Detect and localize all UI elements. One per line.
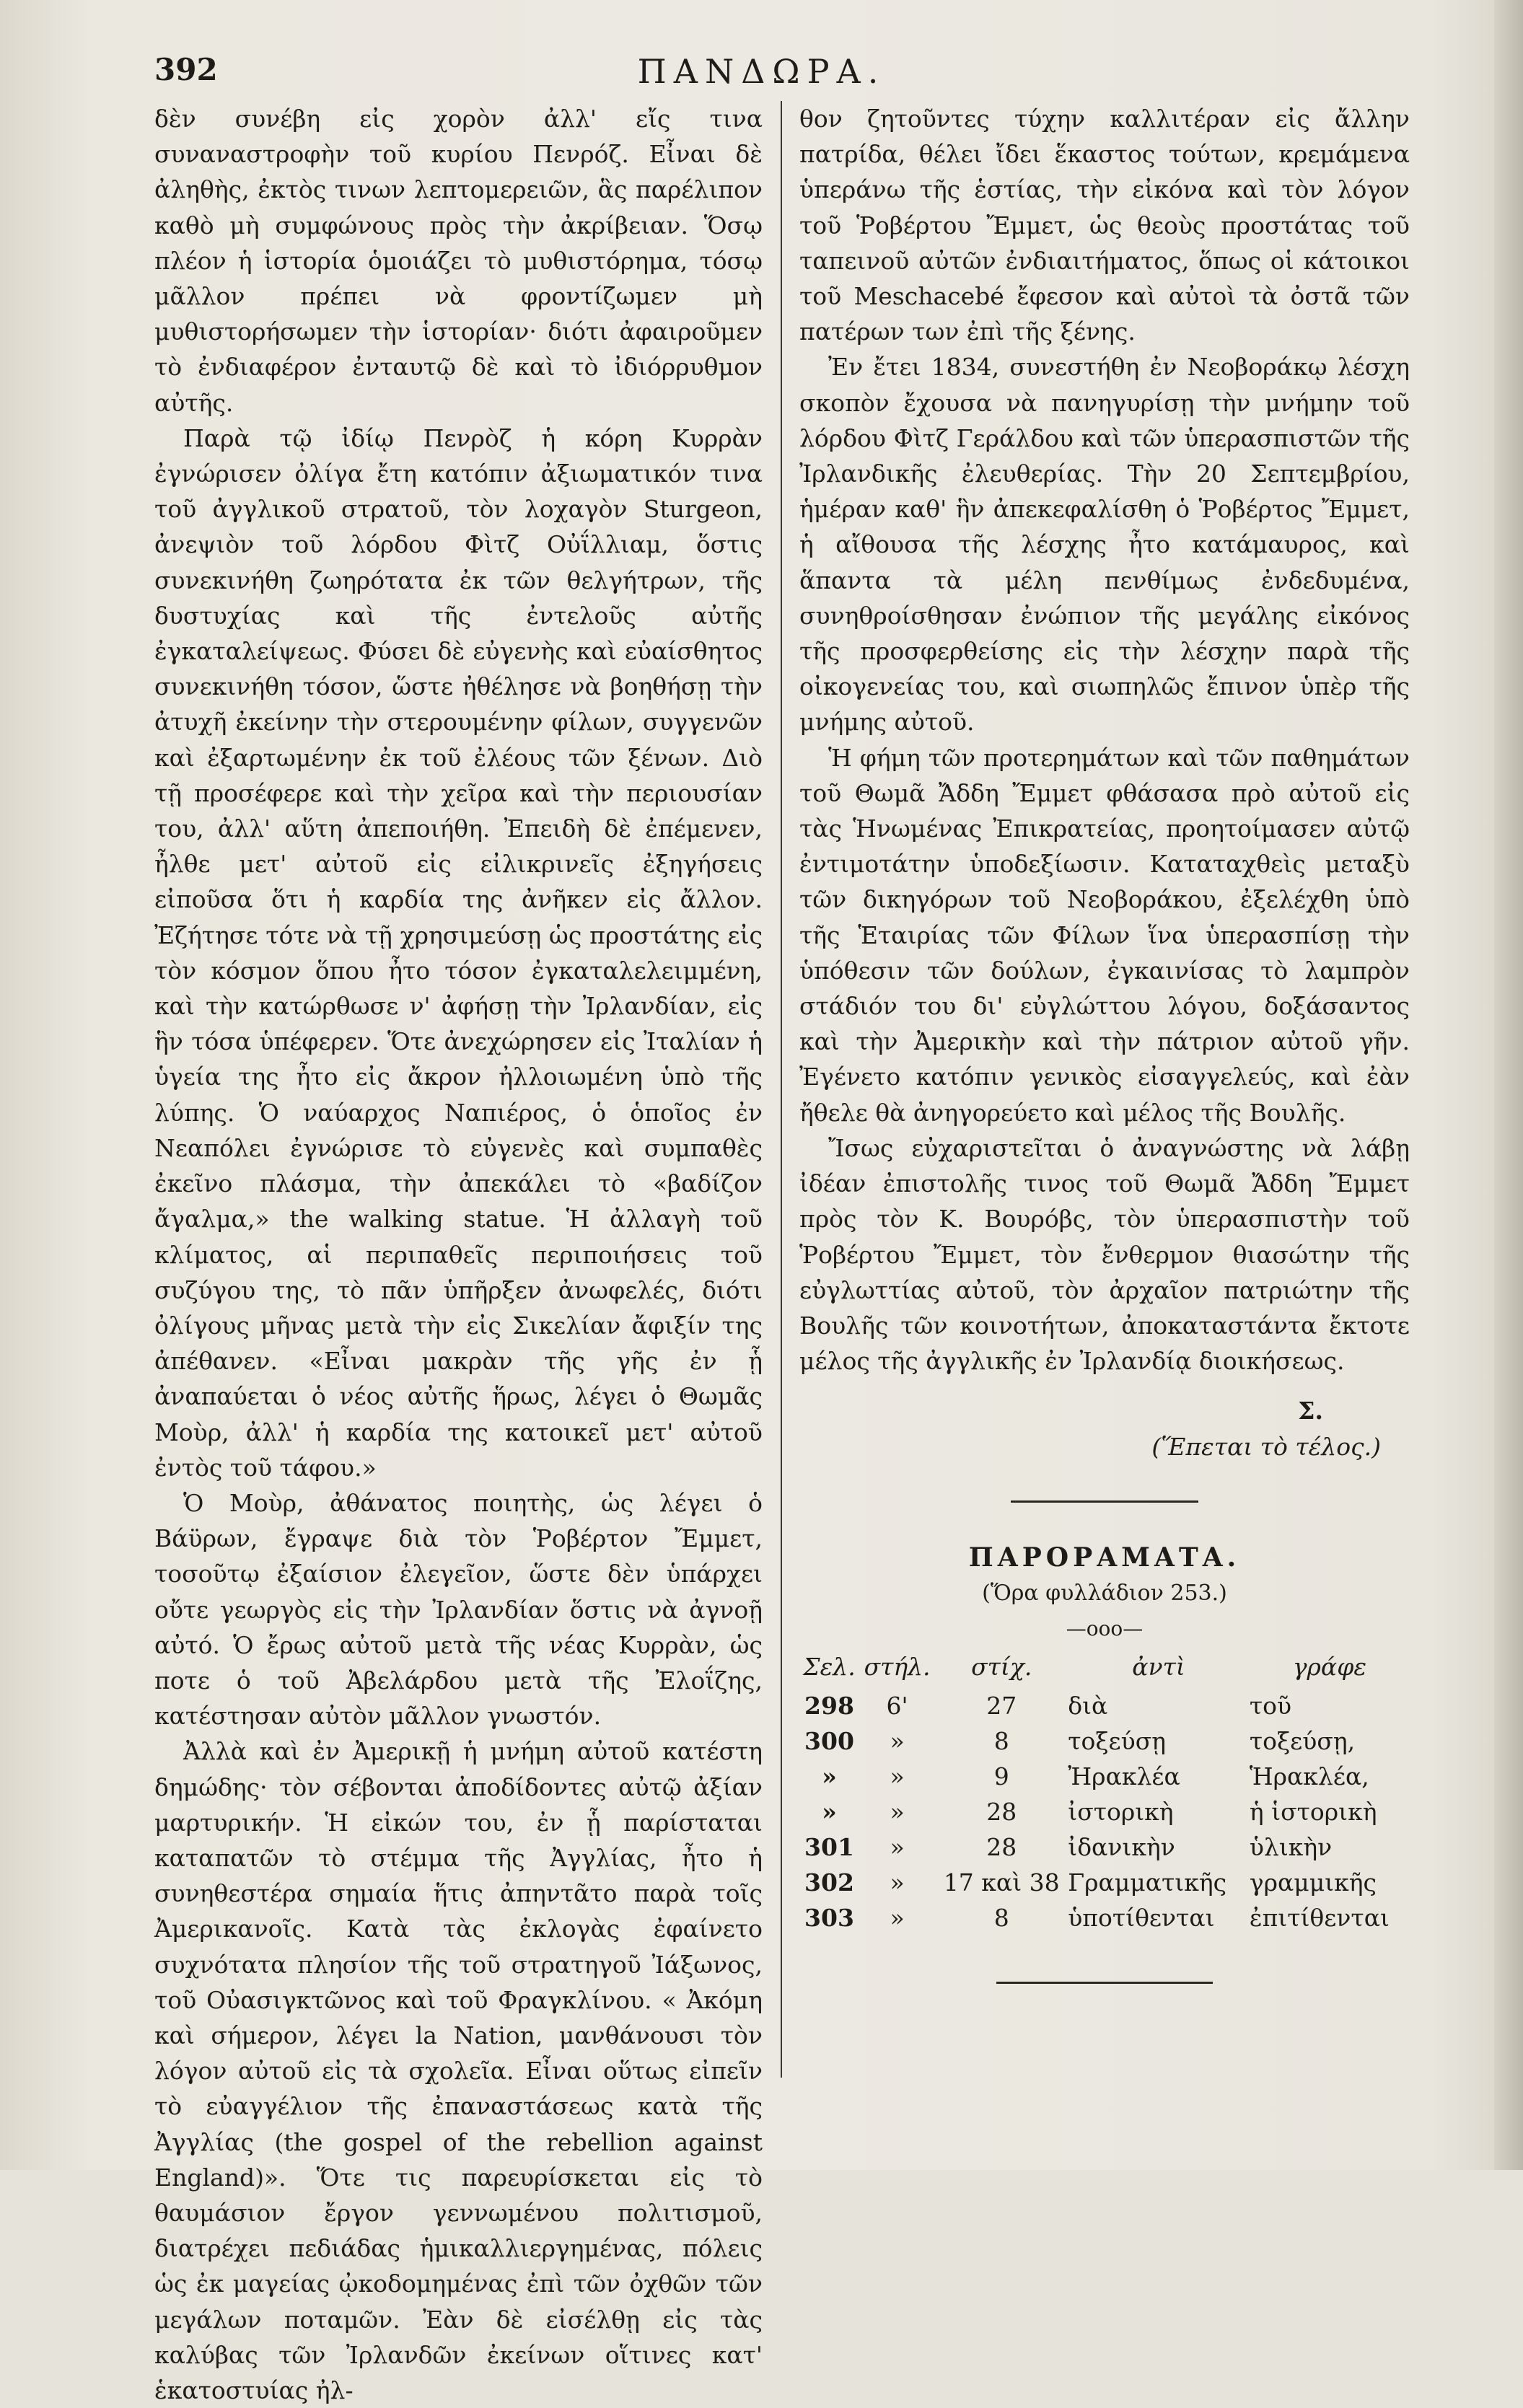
errata-wrong: ὑποτίθενται [1068, 1903, 1215, 1932]
paragraph: Παρὰ τῷ ἰδίῳ Πενρὸζ ἡ κόρη Κυρρὰν ἐγνώρισεν ὀλίγα ἔτη κατόπιν ἀξιωματικόν τινα τοῦ ἀγγλικοῦ στρατοῦ, τὸν λοχαγὸν Sturgeon, ἀνεψιὸν τοῦ λόρδου Φὶτζ Οὐΐλλιαμ, ὅστις συνεκινήθη ζωηρότατα ἐκ τῶν θελγήτρων, τῆς δυστυχίας καὶ τῆς ἐντελοῦς αὐτῆς ἐγκαταλείψεως. Φύσει δὲ εὐγενὴς καὶ εὐαίσθητος συνεκινήθη τόσον, ὥστε ἠθέλησε νὰ βοηθήσῃ τὴν ἀτυχῆ ἐκείνην τὴν στερουμένην φίλων, συγγενῶν καὶ ἐξαρτωμένην ἐκ τοῦ ἐλέους τῶν ξένων. Διὸ τῇ προσέφερε καὶ τὴν χεῖρα καὶ τὴν περιουσίαν του, ἀλλ' αὕτη ἀπεποιήθη. Ἐπειδὴ δὲ ἐπέμενεν, ἦλθε μετ' αὐτοῦ εἰς εἰλικρινεῖς ἐξηγήσεις εἰποῦσα ὅτι ἡ καρδία της ἀνῆκεν εἰς ἄλλον. Ἐζήτησε τότε νὰ τῇ χρησιμεύσῃ ὡς προστάτης εἰς τὸν κόσμον ὅπου ἦτο τόσον ἐγκαταλελειμμένη, καὶ τὴν κατώρθωσε ν' ἀφήσῃ τὴν Ἰρλανδίαν, εἰς ἣν τόσα ὑπέφερεν. Ὅτε ἀνεχώρησεν εἰς Ἰταλίαν ἡ ὑγεία της ἦτο εἰς ἄκρον ἠλλοιωμένη ὑπὸ τῆς λύπης. Ὁ ναύαρχος Ναπιέρος, ὁ ὁποῖος ἐν Νεαπόλει ἐγνώρισε τὸ εὐγενὲς καὶ συμπαθὲς ἐκεῖνο πλάσμα, τὴν ἀπεκάλει τὸ «βαδίζον ἄγαλμα,» the walking statue. Ἡ ἀλλαγὴ τοῦ κλίματος, αἱ περιπαθεῖς περιποιήσεις τοῦ συζύγου της, τὸ πᾶν ὑπῆρξεν ἀνωφελές, διότι ὀλίγους μῆνας μετὰ τὴν εἰς Σικελίαν ἄφιξίν της ἀπέθανεν. «Εἶναι μακρὰν τῆς γῆς ἐν ᾗ ἀναπαύεται ὁ νέος αὐτῆς ἥρως, λέγει ὁ Θωμᾶς Μοὺρ, ἀλλ' ἡ καρδία της κατοικεῖ μετ' αὐτοῦ ἐντὸς τοῦ τάφου.» [154, 423, 763, 1482]
errata-correct: τοῦ [1249, 1691, 1292, 1720]
continued-note: (Ἕπεται τὸ τέλος.) [1151, 1432, 1381, 1461]
errata-column: » [890, 1726, 905, 1755]
errata-note: (Ὅρα φυλλάδιον 253.) [982, 1580, 1227, 1606]
errata-header: γράφε [1292, 1653, 1367, 1682]
errata-line: 28 [986, 1832, 1017, 1861]
errata-line: 17 καὶ 38 [943, 1868, 1060, 1897]
errata-column: » [890, 1903, 905, 1932]
errata-row [799, 1723, 1410, 1759]
errata-correct: γραμμικῆς [1249, 1868, 1377, 1897]
errata-page: 298 [804, 1691, 854, 1720]
errata-correct: ἡ ἱστορικὴ [1249, 1797, 1377, 1826]
errata-page: 302 [804, 1868, 854, 1897]
errata-title: ΠΑΡΟΡΑΜΑΤΑ. [968, 1542, 1241, 1573]
paragraph: Ἡ φήμη τῶν προτερημάτων καὶ τῶν παθημάτων τοῦ Θωμᾶ Ἄδδη Ἔμμετ φθάσασα πρὸ αὐτοῦ εἰς τὰς Ἡνωμένας Ἐπικρατείας, προητοίμασεν αὐτῷ ἐντιμοτάτην ὑποδεξίωσιν. Καταταχθεὶς μεταξὺ τῶν δικηγόρων τοῦ Νεοβοράκου, ἐξελέχθη ὑπὸ τῆς Ἑταιρίας τῶν Φίλων ἵνα ὑπερασπίσῃ τὴν ὑπόθεσιν τῶν δούλων, ἐγκαινίσας τὸ λαμπρὸν στάδιόν του δι' εὐγλώττου λόγου, δοξάσαντος καὶ τὴν Ἀμερικὴν καὶ τὴν πάτριον αὐτοῦ γῆν. Ἐγένετο κατόπιν γενικὸς εἰσαγγελεύς, καὶ ἐὰν ἤθελε θὰ ἀνηγορεύετο καὶ μέλος τῆς Βουλῆς. [799, 743, 1410, 1127]
errata-page: » [822, 1797, 837, 1826]
paragraph: Ἐν ἔτει 1834, συνεστήθη ἐν Νεοβοράκῳ λέσχη σκοπὸν ἔχουσα νὰ πανηγυρίσῃ τὴν μνήμην τοῦ λόρδου Φὶτζ Γεράλδου καὶ τῶν ὑπερασπιστῶν τῆς Ἰρλανδικῆς ἐλευθερίας. Τὴν 20 Σεπτεμβρίου, ἡμέραν καθ' ἣν ἀπεκεφαλίσθη ὁ Ῥοβέρτος Ἔμμετ, ἡ αἴθουσα τῆς λέσχης ἦτο κατάμαυρος, καὶ ἅπαντα τὰ μέλη πενθίμως ἐνδεδυμένα, συνηθροίσθησαν ἐνώπιον τῆς μεγάλης εἰκόνος τῆς προσφερθείσης εἰς τὴν λέσχην παρὰ τῆς οἰκογενείας του, καὶ σιωπηλῶς ἔπινον ὑπὲρ τῆς μνήμης αὐτοῦ. [799, 353, 1410, 737]
author-signature: Σ. [1298, 1397, 1323, 1425]
errata-header-row [799, 1646, 1410, 1687]
errata-column: » [890, 1797, 905, 1826]
errata-row [799, 1829, 1410, 1865]
paragraph: δὲν συνέβη εἰς χορὸν ἀλλ' εἴς τινα συναναστροφὴν τοῦ κυρίου Πενρόζ. Εἶναι δὲ ἀληθὴς, ἐκτὸς τινων λεπτομερειῶν, ἃς παρέλιπον καθὸ μὴ συμφώνους πρὸς τὴν ἀκρίβειαν. Ὅσῳ πλέον ἡ ἱστορία ὁμοιάζει τὸ μυθιστόρημα, τόσῳ μᾶλλον πρέπει νὰ φροντίζωμεν μὴ μυθιστορήσωμεν τὴν ἱστορίαν· διότι ἀφαιροῦμεν τὸ ἐνδιαφέρον ἐνταυτῷ δὲ καὶ τὸ ἰδιόρρυθμον αὐτῆς. [154, 105, 763, 417]
errata-line: 27 [986, 1691, 1017, 1720]
errata-wrong: Ἠρακλέα [1068, 1762, 1180, 1790]
journal-title: ΠΑΝΔΩΡΑ. [637, 52, 886, 91]
errata-page: 301 [804, 1832, 854, 1861]
errata-line: 8 [993, 1903, 1009, 1932]
errata-column: 6' [886, 1691, 908, 1720]
errata-header: στήλ. [864, 1653, 931, 1682]
errata-wrong: ἰδανικὴν [1068, 1832, 1175, 1861]
errata-page: » [822, 1762, 837, 1790]
right-column [799, 101, 1410, 1984]
errata-row [799, 1688, 1410, 1723]
section-rule [1011, 1500, 1198, 1503]
errata-header: ἀντὶ [1132, 1653, 1185, 1682]
errata-column: » [890, 1868, 905, 1897]
paragraph: Ἀλλὰ καὶ ἐν Ἀμερικῇ ἡ μνήμη αὐτοῦ κατέστη δημώδης· τὸν σέβονται ἀποδίδοντες αὐτῷ ἀξίαν μαρτυρικήν. Ἡ εἰκών του, ἐν ᾗ παρίσταται καταπατῶν τὸ στέμμα τῆς Ἀγγλίας, ἦτο ἡ συνηθεστέρα σημαία ἥτις ἀπηντᾶτο παρὰ τοῖς Ἀμερικανοῖς. Κατὰ τὰς ἐκλογὰς ἐφαίνετο συχνότατα πλησίον τῆς τοῦ στρατηγοῦ Ἰάξωνος, τοῦ Οὐασιγκτῶνος καὶ τοῦ Φραγκλίνου. « Ἀκόμη καὶ σήμερον, λέγει la Nation, μανθάνουσι τὸν λόγον αὐτοῦ εἰς τὰ σχολεῖα. Εἶναι οὕτως εἰπεῖν τὸ εὐαγγέλιον τῆς ἐπαναστάσεως κατὰ τῆς Ἀγγλίας (the gospel of the rebellion against England)». Ὅτε τις παρευρίσκεται εἰς τὸ θαυμάσιον ἔργον γεννωμένου πολιτισμοῦ, διατρέχει πεδιάδας ἡμικαλλιεργημένας, πόλεις ὡς ἐκ μαγείας ᾠκοδομημένας ἐπὶ τῶν ὀχθῶν τῶν μεγάλων ποταμῶν. Ἐὰν δὲ εἰσέλθῃ εἰς τὰς καλύβας τῶν Ἰρλανδῶν ἐκείνων οἵτινες κατ' ἑκατοστυίας ἠλ- [154, 1737, 763, 2404]
end-rule [996, 1982, 1213, 1984]
errata-correct: ἐπιτίθενται [1249, 1903, 1390, 1932]
errata-correct: τοξεύσῃ, [1249, 1726, 1356, 1755]
errata-wrong: τοξεύσῃ [1068, 1726, 1167, 1755]
errata-correct: Ἡρακλέα, [1249, 1762, 1369, 1790]
errata-row [799, 1865, 1410, 1900]
paragraph: θον ζητοῦντες τύχην καλλιτέραν εἰς ἄλλην πατρίδα, θέλει ἴδει ἕκαστος τούτων, κρεμάμενα ὑπεράνω τῆς ἑστίας, τὴν εἰκόνα καὶ τὸν λόγον τοῦ Ῥοβέρτου Ἔμμετ, ὡς θεοὺς προστάτας τοῦ ταπεινοῦ αὐτῶν ἐνδιαιτήματος, ὅπως οἱ κάτοικοι τοῦ Meschacebé ἔφεσον καὶ αὐτοὶ τὰ ὀστᾶ τῶν πατέρων των ἐπὶ τῆς ξένης. [799, 105, 1410, 346]
page-number: 392 [154, 52, 218, 87]
errata-row [799, 1900, 1410, 1935]
errata-wrong: ἰστορικὴ [1068, 1797, 1174, 1826]
errata-header: στίχ. [971, 1653, 1032, 1682]
errata-page: 300 [804, 1726, 854, 1755]
errata-correct: ὑλικὴν [1249, 1832, 1333, 1861]
errata-line: 9 [993, 1762, 1009, 1790]
errata-wrong: Γραμματικῆς [1068, 1868, 1227, 1897]
errata-line: 8 [993, 1726, 1009, 1755]
errata-line: 28 [986, 1797, 1017, 1826]
paragraph: Ἴσως εὐχαριστεῖται ὁ ἀναγνώστης νὰ λάβῃ ἰδέαν ἐπιστολῆς τινος τοῦ Θωμᾶ Ἄδδη Ἔμμετ πρὸς τὸν Κ. Βουρόβς, τὸν ὑπερασπιστὴν τοῦ Ῥοβέρτου Ἔμμετ, τὸν ἔνθερμον θιασώτην τῆς εὐγλωττίας αὐτοῦ, τὸν ἀρχαῖον πατριώτην τῆς Βουλῆς τῶν κοινοτήτων, ἀποκαταστάντα ἔκτοτε μέλος τῆς ἀγγλικῆς ἐν Ἰρλανδίᾳ διοικήσεως. [799, 1133, 1410, 1376]
errata-wrong: διὰ [1068, 1691, 1108, 1720]
column-divider [781, 101, 782, 2078]
errata-header: Σελ. [803, 1653, 856, 1682]
left-column [154, 101, 763, 2408]
errata-table [799, 1646, 1410, 1935]
running-head [154, 52, 1369, 102]
errata-column: » [890, 1762, 905, 1790]
errata-page: 303 [804, 1903, 854, 1932]
page-binding-edge [1494, 0, 1523, 2170]
errata-separator: —ooo— [1066, 1617, 1144, 1641]
errata-row [799, 1794, 1410, 1829]
errata-column: » [890, 1832, 905, 1861]
paragraph: Ὁ Μοὺρ, ἀθάνατος ποιητὴς, ὡς λέγει ὁ Βάϋρων, ἔγραψε διὰ τὸν Ῥοβέρτον Ἔμμετ, τοσοῦτῳ ἐξαίσιον ἐλεγεῖον, ὥστε δὲν ὑπάρχει οὔτε γεωργὸς εἰς τὴν Ἰρλανδίαν ὅστις νὰ ἀγνοῇ αὐτό. Ὁ ἔρως αὐτοῦ μετὰ τῆς νέας Κυρρὰν, ὡς ποτε ὁ τοῦ Ἀβελάρδου μετὰ τῆς Ἐλοΐζης, κατέστησαν αὐτὸν μᾶλλον γνωστόν. [154, 1488, 763, 1731]
errata-row [799, 1759, 1410, 1794]
